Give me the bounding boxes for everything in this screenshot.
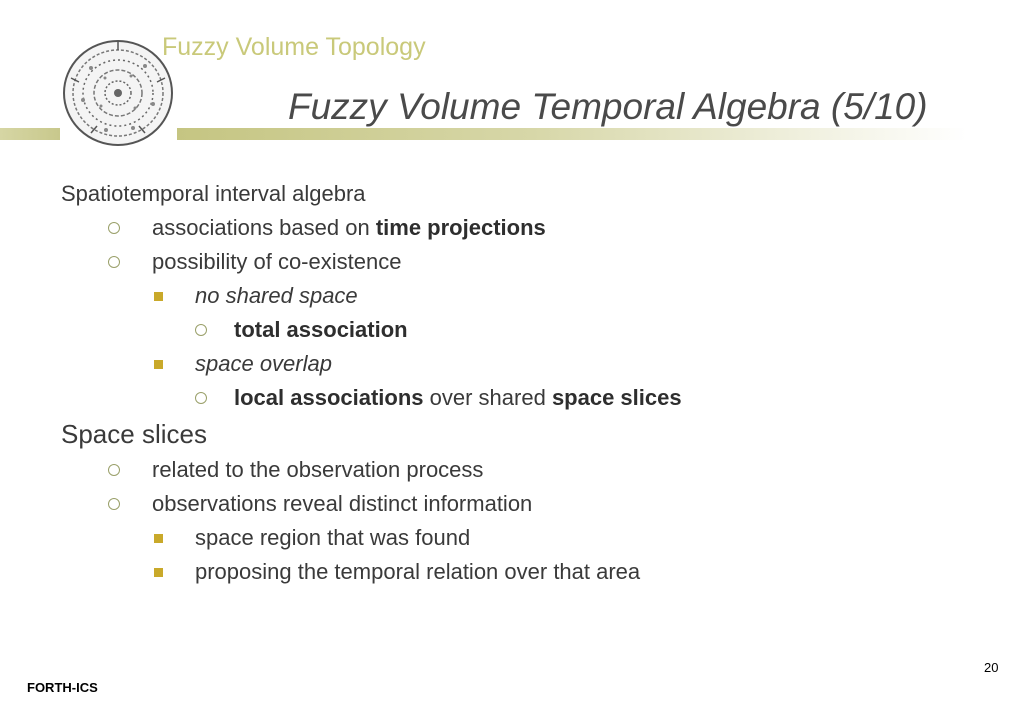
heading-spatiotemporal: Spatiotemporal interval algebra	[61, 181, 366, 206]
list-item: observations reveal distinct information	[152, 491, 533, 516]
square-bullet-icon	[154, 360, 163, 369]
list-item	[234, 385, 682, 411]
section-subtitle: Fuzzy Volume Topology	[162, 33, 426, 61]
footer-organization: FORTH-ICS	[27, 680, 98, 695]
list-item: space region that was found	[195, 525, 471, 550]
circle-bullet-icon	[108, 256, 120, 268]
circle-bullet-icon	[108, 222, 120, 234]
title-bar-left	[0, 128, 60, 140]
disc-logo	[61, 38, 175, 148]
item-text: associations based on	[152, 215, 376, 240]
item-bold-text: local associations	[234, 385, 424, 410]
heading-space-slices: Space slices	[61, 419, 207, 449]
list-item: related to the observation process	[152, 457, 484, 482]
title-bar-right	[177, 128, 967, 140]
circle-bullet-icon	[108, 464, 120, 476]
slide-title: Fuzzy Volume Temporal Algebra (5/10)	[288, 86, 928, 127]
square-bullet-icon	[154, 534, 163, 543]
list-item: possibility of co-existence	[152, 249, 402, 274]
list-item: no shared space	[195, 283, 358, 308]
item-bold-text: total association	[234, 317, 408, 342]
circle-bullet-icon	[195, 324, 207, 336]
circle-bullet-icon	[108, 498, 120, 510]
page-number: 20	[984, 660, 999, 675]
list-item: space overlap	[195, 351, 332, 376]
circle-bullet-icon	[195, 392, 207, 404]
item-text: over shared	[423, 385, 552, 410]
square-bullet-icon	[154, 568, 163, 577]
square-bullet-icon	[154, 292, 163, 301]
item-bold-text: space slices	[551, 385, 682, 410]
list-item	[234, 317, 408, 343]
list-item	[152, 215, 546, 241]
item-bold-text: time projections	[375, 215, 546, 240]
list-item: proposing the temporal relation over that area	[195, 559, 641, 584]
